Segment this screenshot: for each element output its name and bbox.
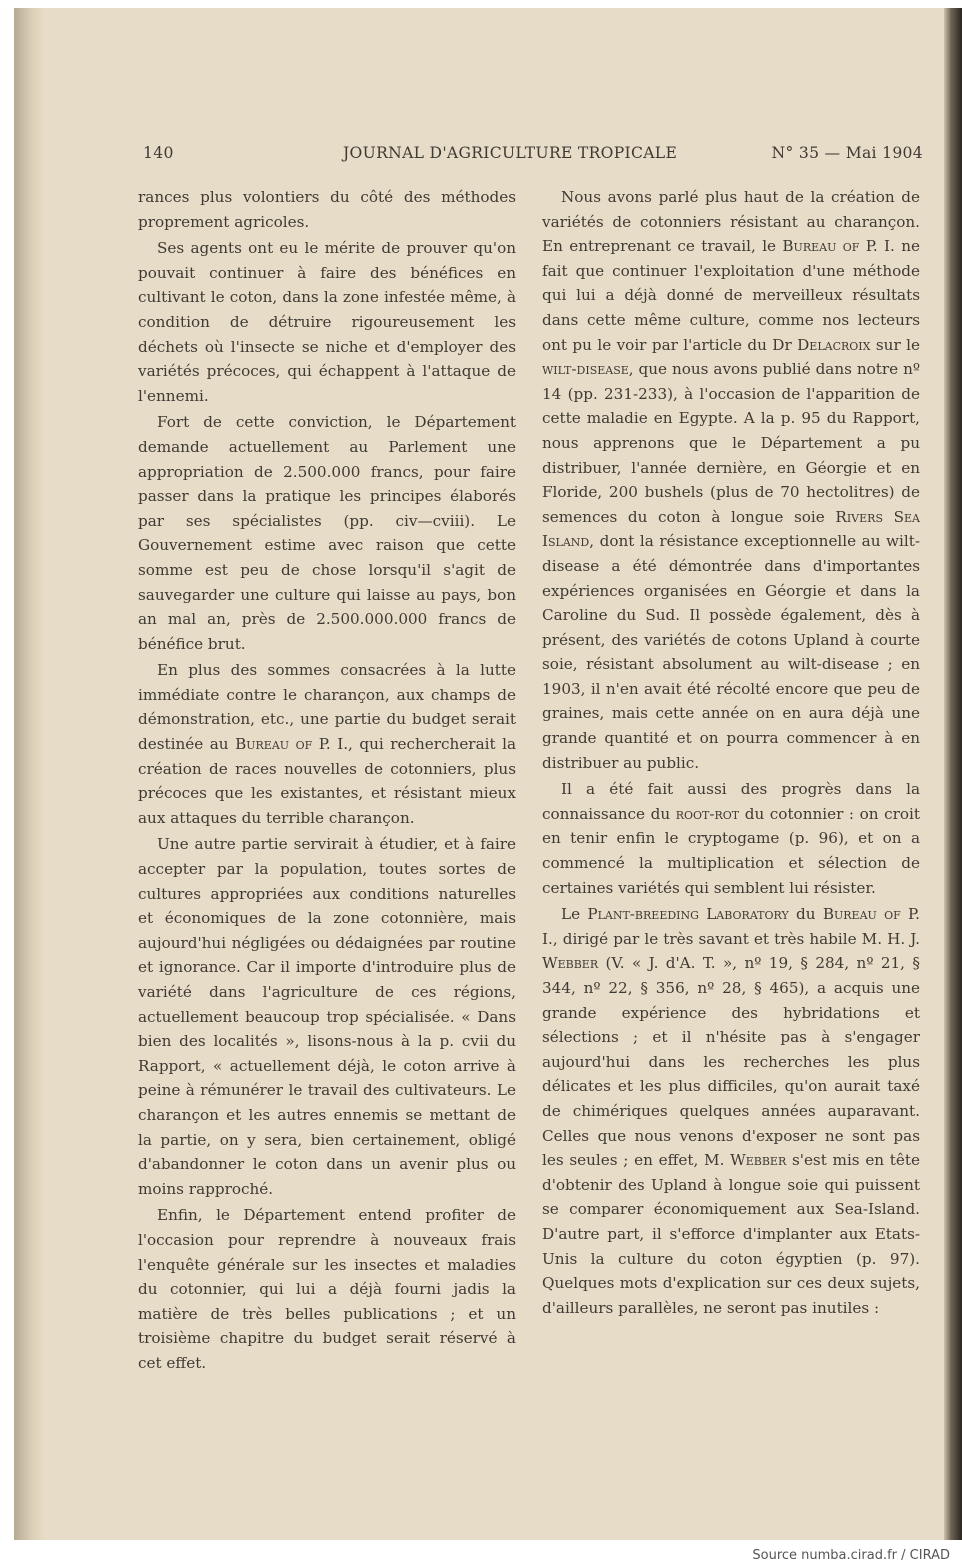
text-run: Le bbox=[561, 905, 588, 924]
paragraph bbox=[542, 902, 920, 1320]
paragraph bbox=[542, 777, 920, 900]
small-caps-run: Plant-breeding Laboratory bbox=[587, 905, 789, 924]
small-caps-run: Bureau of bbox=[782, 237, 860, 256]
text-run: , que nous avons publié dans notre nº 14 (pp. 231-233), à l'occasion de l'apparition de cette maladie en Egypte. A la p. 95 du Rapport, nous apprenons que le Département a pu distribuer, l'année dernière, en Géorgie et en Floride, 200 bushels (plus de 70 hectolitres) de semences du coton à longue soie bbox=[542, 360, 920, 526]
text-run: En plus des sommes consacrées à la lutte immédiate contre le charançon, aux champs de démonstration, etc., une partie du budget serait destinée au bbox=[138, 661, 516, 754]
text-run: P. I., qui rechercherait la création de races nouvelles de cotonniers, plus précoces que les existantes, et résistant mieux aux attaques du terrible charançon. bbox=[138, 735, 517, 827]
small-caps-run: Bureau of bbox=[822, 905, 901, 924]
paragraph bbox=[542, 185, 920, 775]
text-run: (V. « J. d'A. T. », nº 19, § 284, nº 21, § 344, nº 22, § 356, nº 28, § 465), a acquis une grande expérience des hybridations et sélections ; et il n'hésite pas à s'engager aujourd'hui dans les recherches les plus délicates et les plus difficiles, qu'on aurait taxé de chimériques quelques années auparavant. Celles que nous venons d'exposer ne sont pas les seules ; en effet, M. bbox=[542, 954, 920, 1170]
left-column bbox=[138, 185, 516, 1378]
right-column bbox=[542, 185, 920, 1322]
paragraph: Enfin, le Département entend profiter de l'occasion pour reprendre à nouveaux frais l'enquête générale sur les insectes et maladies du cotonnier, qui lui a déjà fourni jadis la matière de très belles publications ; et un troisième chapitre du budget serait réservé à cet effet. bbox=[138, 1206, 516, 1372]
paragraph: Fort de cette conviction, le Département demande actuellement au Parlement une appropriation de 2.500.000 francs, pour faire passer dans la pratique les principes élaborés par ses spécialistes (pp. civ—cviii). Le Gouvernement estime avec raison que cette somme est peu de chose lorsqu'il s'agit de sauvegarder une culture qui laisse au pays, bon an mal an, près de 2.500.000.000 francs de bénéfice brut. bbox=[138, 413, 516, 653]
text-run: s'est mis en tête d'obtenir des Upland à longue soie qui puissent se comparer économiquement aux Sea-Island. D'autre part, il s'efforce d'implanter aux Etats-Unis la culture du coton égyptien (p. 97). Quelques mots d'explication sur ces deux sujets, d'ailleurs parallèles, ne seront pas inutiles : bbox=[542, 1151, 920, 1317]
text-run: du cotonnier : on croit en tenir enfin le cryptogame (p. 96), et on a commencé la multiplication et sélection de certaines variétés qui semblent lui résister. bbox=[542, 804, 920, 897]
journal-title: JOURNAL D'AGRICULTURE TROPICALE bbox=[343, 144, 678, 162]
paragraph: rances plus volontiers du côté des méthodes proprement agricoles. bbox=[138, 188, 516, 231]
issue-date: N° 35 — Mai 1904 bbox=[771, 144, 923, 162]
paragraph: Une autre partie servirait à étudier, et à faire accepter par la population, toutes sortes de cultures appropriées aux conditions naturelles et économiques de la zone cotonnière, mais aujourd'hui négligées ou dédaignées par routine et ignorance. Car il importe d'introduire plus de variété dans l'agriculture de ces régions, actuellement beaucoup trop spécialisée. « Dans bien des localités », lisons-nous à la p. cvii du Rapport, « actuellement déjà, le coton arrive à peine à rémunérer le travail des cultivateurs. Le charançon et les autres ennemis se mettant de la partie, on y sera, bien certainement, obligé d'abandonner le coton dans un avenir plus ou moins rapproché. bbox=[138, 835, 516, 1198]
text-run: Il a été fait aussi des progrès dans la connaissance du bbox=[542, 780, 920, 823]
small-caps-run: Bureau of bbox=[235, 735, 313, 754]
paragraph: Ses agents ont eu le mérite de prouver qu'on pouvait continuer à faire des bénéfices en cultivant le coton, dans la zone infestée même, à condition de détruire rigoureusement les déchets où l'insecte se niche et d'employer des variétés précoces, qui échappent à l'attaque de l'ennemi. bbox=[138, 239, 516, 405]
text-run: P. I. ne fait que continuer l'exploitation d'une méthode qui lui a déjà donné de merveilleux résultats dans cette même culture, comme nos lecteurs ont pu le voir par l'article du Dr bbox=[542, 237, 920, 354]
page-edge-shadow bbox=[14, 8, 44, 1540]
source-credit: Source numba.cirad.fr / CIRAD bbox=[752, 1548, 950, 1563]
small-caps-run: Delacroix bbox=[797, 335, 871, 354]
text-run: P. I., dirigé par le très savant et très habile M. H. J. bbox=[542, 905, 921, 948]
small-caps-run: Webber bbox=[730, 1151, 787, 1170]
book-spine bbox=[944, 8, 962, 1540]
page-number: 140 bbox=[143, 144, 174, 162]
small-caps-run: wilt-disease bbox=[542, 360, 629, 379]
text-run: sur le bbox=[870, 335, 920, 354]
text-run: du bbox=[788, 905, 823, 924]
small-caps-run: Webber bbox=[542, 954, 599, 973]
paragraph bbox=[138, 658, 516, 830]
text-run: Nous avons parlé plus haut de la création de variétés de cotonniers résistant au charançon. En entreprenant ce travail, le bbox=[542, 188, 920, 256]
text-run: , dont la résistance exceptionnelle au wilt-disease a été démontrée dans d'importantes expériences organisées en Géorgie et dans la Caroline du Sud. Il possède également, dès à présent, des variétés de cotons Upland à courte soie, résistant absolument au wilt-disease ; en 1903, il n'en avait été récolté encore que peu de graines, mais cette année on en aura déjà une grande quantité et on pourra commencer à en distribuer au public. bbox=[542, 532, 920, 772]
small-caps-run: root-rot bbox=[675, 804, 740, 823]
small-caps-run: Rivers Sea Island bbox=[542, 507, 921, 551]
running-head bbox=[143, 144, 923, 168]
